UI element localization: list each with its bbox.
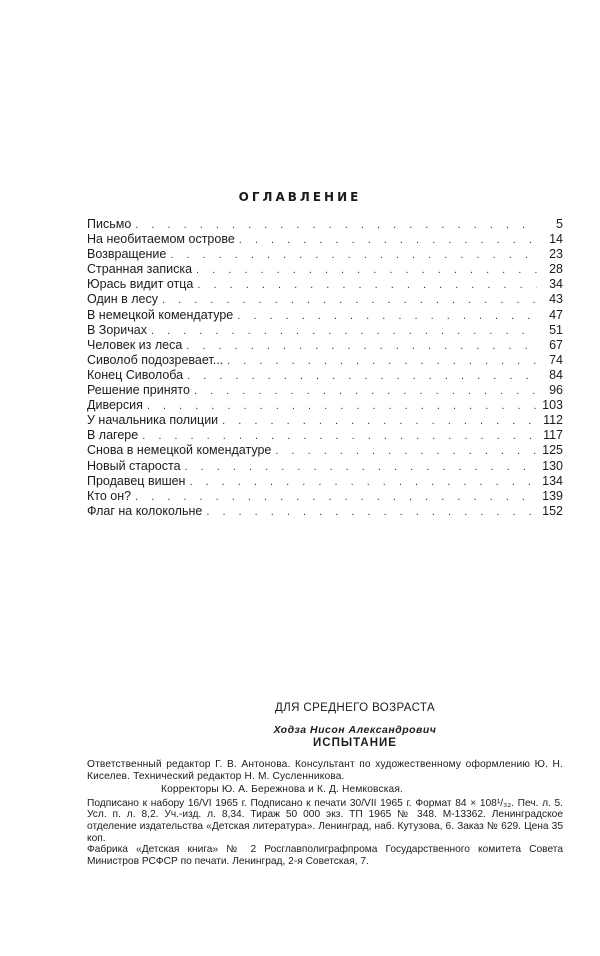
toc-dot-leader [187,369,537,384]
toc-entry-title: В лагере [87,428,139,443]
imprint-block [87,702,563,867]
toc-dot-leader [197,278,537,293]
toc-entry-title: Человек из леса [87,337,183,352]
toc-dot-leader [135,218,537,233]
author-name: Ходза Нисон Александрович [273,724,437,736]
credits [87,759,563,796]
toc-entry-page: 43 [549,292,563,307]
toc-entry-title: Странная записка [87,262,193,277]
toc-dot-leader [135,490,537,505]
toc-dot-leader [186,339,537,354]
toc-dot-leader [275,444,537,459]
toc-entry [87,428,563,443]
toc-entry-page: 47 [549,307,563,322]
toc-entry-page: 51 [549,322,563,337]
toc-dot-leader [185,460,537,475]
toc-entry-title: У начальника полиции [87,413,219,428]
toc-entry [87,368,563,383]
toc-entry-page: 28 [549,262,563,277]
toc-entry-title: Диверсия [87,398,143,413]
book-title: ИСПЫТАНИЕ [313,737,397,749]
toc-dot-leader [222,414,537,429]
toc-entry [87,217,563,232]
publication-details [87,798,563,868]
toc-entry-page: 139 [542,488,563,503]
toc-entry-title: На необитаемом острове [87,232,235,247]
toc-entry-title: Письмо [87,217,132,231]
toc-entry [87,398,563,413]
toc-entry-title: Новый староста [87,458,181,473]
toc-dot-leader [194,384,537,399]
toc-dot-leader [227,354,537,369]
toc-entry-page: 130 [542,458,563,473]
toc-entry [87,504,563,519]
toc-dot-leader [196,263,537,278]
publication-info: Подписано к набору 16/VI 1965 г. Подписано к печати 30/VII 1965 г. Формат 84 × 108¹/₃₂. Печ. л. 5. Усл. п. л. 8,2. Уч.-изд. л. 8,34. Тираж 50 000 экз. ТП 1965 № 348. М-13362. Ленинградское отделение издательства «Детская литература». Ленинград, наб. Кутузова, 6. Заказ № 629. Цена 35 коп. [87,797,563,844]
toc-entry-title: Флаг на колокольне [87,503,203,518]
toc-entry [87,262,563,277]
toc-entry-title: Продавец вишен [87,473,186,488]
toc-entry-page: 67 [549,337,563,352]
toc-entry [87,247,563,262]
toc-dot-leader [170,248,537,263]
proofreaders-credits: Корректоры Ю. А. Бережнова и К. Д. Немковская. [161,783,404,795]
printing-info: Фабрика «Детская книга» № 2 Росглавполиграфпрома Государственного комитета Совета Министров РСФСР по печати. Ленинград, 2-я Советская, 7. [87,844,563,867]
toc-entry [87,292,563,307]
toc-dot-leader [162,293,537,308]
toc-entry-page: 152 [542,503,563,518]
toc-dot-leader [151,324,537,339]
toc-dot-leader [147,399,537,414]
toc-entry-page: 84 [549,367,563,382]
toc-entry [87,308,563,323]
toc-entry-title: Конец Сиволоба [87,367,184,382]
toc-dot-leader [206,505,537,520]
toc-entry-title: Юрась видит отца [87,277,194,292]
toc-entry [87,413,563,428]
toc-entry [87,383,563,398]
toc-dot-leader [189,475,537,490]
toc-entry [87,338,563,353]
toc-entry [87,474,563,489]
toc-entry [87,323,563,338]
toc-entry-page: 34 [549,277,563,292]
toc-entry-title: Снова в немецкой комендатуре [87,443,272,458]
toc-entry-title: Один в лесу [87,292,158,307]
toc-heading: ОГЛАВЛЕНИЕ [238,190,362,204]
editor-credits: Ответственный редактор Г. В. Антонова. Консультант по художественному оформлению Ю. Н. Киселев. Технический редактор Н. М. Сусленникова. [87,759,563,783]
toc-entry [87,443,563,458]
toc-entry-page: 5 [556,217,563,231]
toc-dot-leader [237,309,537,324]
toc-entry-page: 103 [542,398,563,413]
table-of-contents [87,217,563,519]
toc-entry-page: 125 [542,443,563,458]
toc-entry-page: 134 [542,473,563,488]
toc-entry-page: 117 [543,428,563,443]
toc-dot-leader [239,233,537,248]
toc-entry-page: 23 [549,247,563,262]
toc-entry-title: Возвращение [87,247,167,262]
toc-entry-page: 96 [549,383,563,398]
toc-entry-page: 74 [549,352,563,367]
toc-dot-leader [142,429,537,444]
toc-entry [87,459,563,474]
toc-entry [87,232,563,247]
toc-entry [87,277,563,292]
toc-entry-title: Сиволоб подозревает... [87,352,224,367]
age-group-label: ДЛЯ СРЕДНЕГО ВОЗРАСТА [274,702,436,714]
toc-entry-title: Решение принято [87,383,190,398]
toc-entry-page: 112 [543,413,563,428]
toc-entry-title: Кто он? [87,488,132,503]
toc-entry-title: В немецкой комендатуре [87,307,234,322]
toc-entry [87,353,563,368]
toc-entry-page: 14 [549,232,563,247]
toc-entry [87,489,563,504]
toc-entry-title: В Зоричах [87,322,147,337]
